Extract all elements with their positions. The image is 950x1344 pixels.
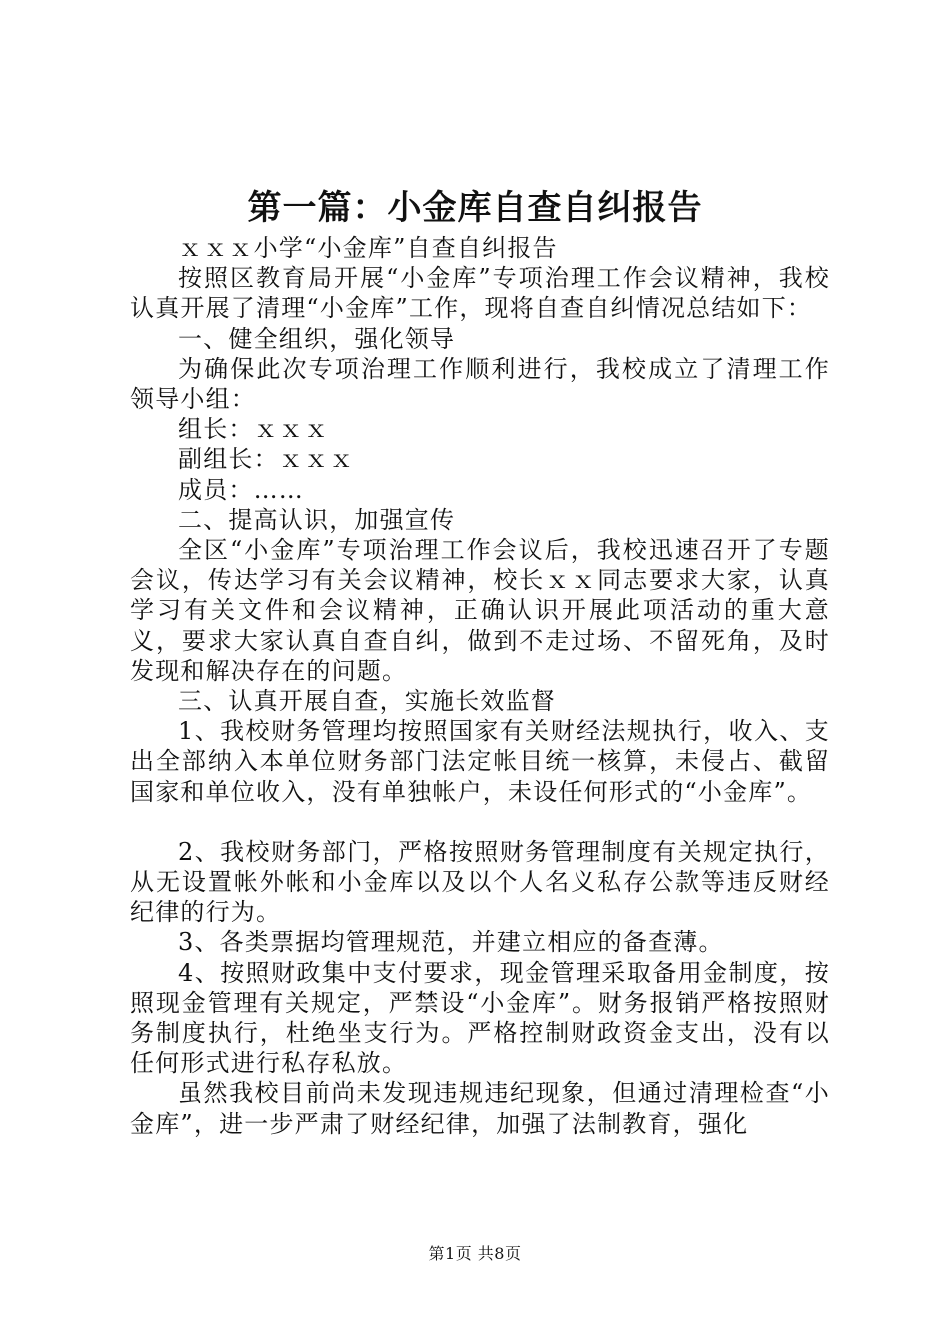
paragraph-leader: 组长：ｘｘｘ [178,415,330,444]
paragraph-section-1: 为确保此次专项治理工作顺利进行，我校成立了清理工作领导小组： [130,354,830,414]
document-body [130,233,830,1139]
section-heading-3: 三、认真开展自查，实施长效监督 [178,687,556,716]
paragraph-section-2: 全区“小金库”专项治理工作会议后，我校迅速召开了专题会议，传达学习有关会议精神，校长ｘｘ同志要求大家，认真学习有关文件和会议精神，正确认识开展此项活动的重大意义，要求大家认真自查自纠，做到不走过场、不留死角，及时发现和解决存在的问题。 [130,536,830,685]
section-heading-1: 一、健全组织，强化领导 [178,324,456,353]
paragraph-item-4: 4、按照财政集中支付要求，现金管理采取备用金制度，按照现金管理有关规定，严禁设“小金库”。财务报销严格按照财务制度执行，杜绝坐支行为。严格控制财政资金支出，没有以任何形式进行私存私放。 [130,958,830,1078]
paragraph-conclusion: 虽然我校目前尚未发现违规违纪现象，但通过清理检查“小金库”，进一步严肃了财经纪律，加强了法制教育，强化 [130,1079,830,1138]
section-heading-2: 二、提高认识，加强宣传 [178,505,456,534]
paragraph-members: 成员：…… [178,475,304,504]
paragraph-item-1: 1、我校财务管理均按照国家有关财经法规执行，收入、支出全部纳入本单位财务部门法定帐目统一核算，未侵占、截留国家和单位收入，没有单独帐户，未设任何形式的“小金库”。 [130,717,830,806]
document-title: 第一篇：小金库自查自纠报告 [247,188,703,228]
paragraph-intro: 按照区教育局开展“小金库”专项治理工作会议精神，我校认真开展了清理“小金库”工作，现将自查自纠情况总结如下： [130,264,830,323]
paragraph-item-3: 3、各类票据均管理规范，并建立相应的备查薄。 [178,928,724,957]
paragraph-report-heading: ｘｘｘ小学“小金库”自查自纠报告 [178,234,558,262]
paragraph-deputy-leader: 副组长：ｘｘｘ [178,445,355,474]
paragraph-item-2: 2、我校财务部门，严格按照财务管理制度有关规定执行，从无设置帐外帐和小金库以及以个人名义私存公款等违反财经纪律的行为。 [130,837,830,927]
page-footer: 第1页 共8页 [428,1244,522,1263]
